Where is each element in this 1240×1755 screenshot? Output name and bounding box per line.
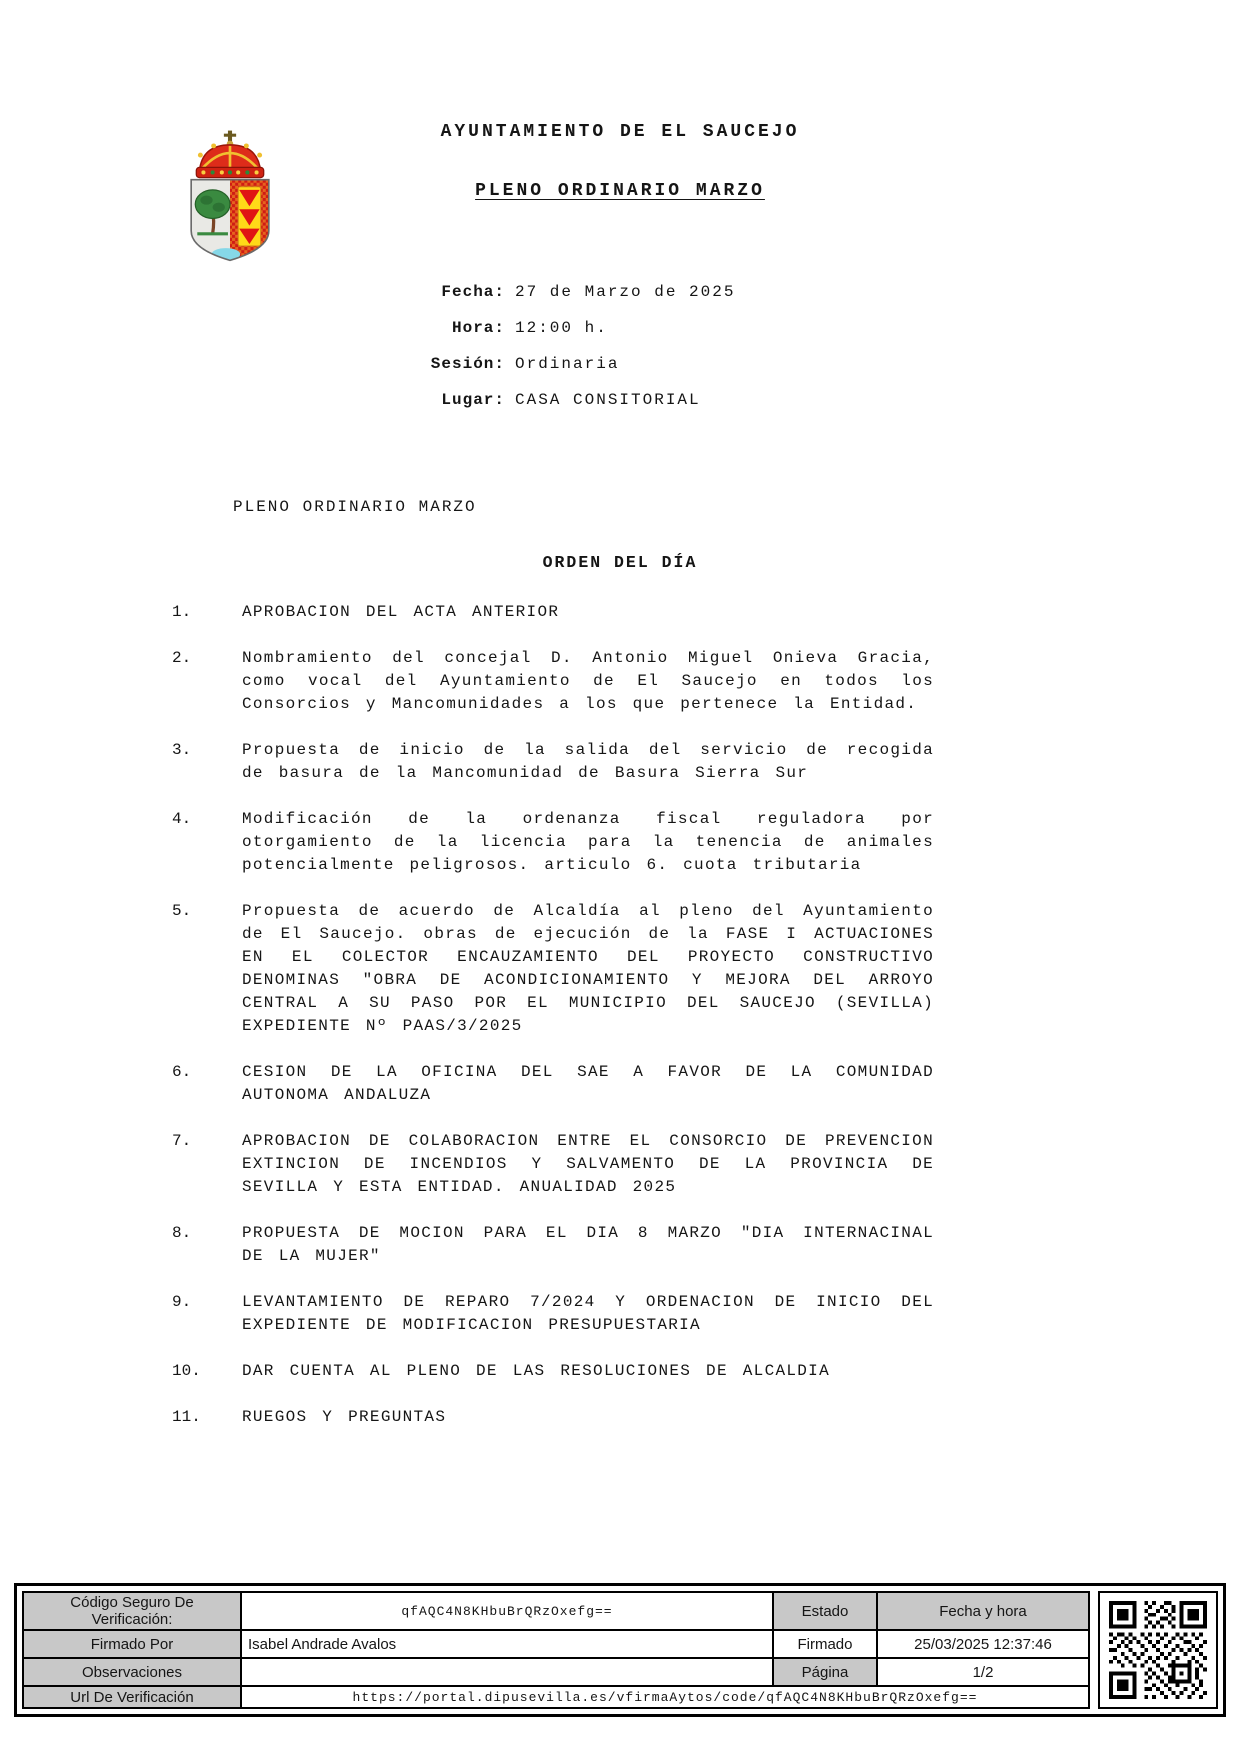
hora-value: 12:00 h. (515, 319, 608, 337)
agenda-item-number: 6. (172, 1063, 192, 1081)
agenda-item (172, 808, 934, 877)
csv-label: Código Seguro De Verificación: (23, 1592, 241, 1630)
url-verificacion-value: https://portal.dipusevilla.es/vfirmaAytos/code/qfAQC4N8KHbuBrQRzOxefg== (241, 1686, 1089, 1708)
agenda-item-text: CESION DE LA OFICINA DEL SAE A FAVOR DE LA COMUNIDAD AUTONOMA ANDALUZA (242, 1063, 934, 1104)
agenda-item-text: APROBACION DEL ACTA ANTERIOR (242, 603, 560, 621)
estado-value: Firmado (773, 1630, 877, 1658)
agenda-title: ORDEN DEL DÍA (542, 553, 698, 572)
agenda-item-text: DAR CUENTA AL PLENO DE LAS RESOLUCIONES DE ALCALDIA (242, 1362, 830, 1380)
session-details (355, 283, 735, 427)
meta-row-sesion (355, 355, 735, 391)
agenda-item (172, 1130, 934, 1199)
agenda-item-text: PROPUESTA DE MOCION PARA EL DIA 8 MARZO "DIA INTERNACINAL DE LA MUJER" (242, 1224, 934, 1265)
fecha-hora-label: Fecha y hora (877, 1592, 1089, 1630)
pagina-value: 1/2 (877, 1658, 1089, 1686)
agenda-item-number: 9. (172, 1293, 192, 1311)
signature-verification-footer (14, 1583, 1226, 1717)
section-label: PLENO ORDINARIO MARZO (233, 498, 477, 516)
verification-table (22, 1591, 1090, 1709)
csv-value: qfAQC4N8KHbuBrQRzOxefg== (241, 1592, 773, 1630)
estado-label: Estado (773, 1592, 877, 1630)
agenda-item (172, 601, 934, 624)
document-title: AYUNTAMIENTO DE EL SAUCEJO (440, 122, 800, 142)
fecha-label: Fecha: (441, 283, 505, 301)
agenda-item-text: LEVANTAMIENTO DE REPARO 7/2024 Y ORDENACION DE INICIO DEL EXPEDIENTE DE MODIFICACION PRESUPUESTARIA (242, 1293, 934, 1334)
agenda-list (172, 601, 934, 1452)
lugar-label: Lugar: (441, 391, 505, 409)
agenda-item (172, 1222, 934, 1268)
firmado-por-value: Isabel Andrade Avalos (241, 1630, 773, 1658)
agenda-item (172, 1360, 934, 1383)
agenda-item-number: 8. (172, 1224, 192, 1242)
agenda-item-number: 11. (172, 1408, 201, 1426)
agenda-item (172, 1291, 934, 1337)
url-verificacion-label: Url De Verificación (23, 1686, 241, 1708)
fecha-hora-value: 25/03/2025 12:37:46 (877, 1630, 1089, 1658)
document-subtitle-text: PLENO ORDINARIO MARZO (475, 181, 765, 201)
agenda-item-text: Nombramiento del concejal D. Antonio Miguel Onieva Gracia, como vocal del Ayuntamiento de El Saucejo en todos los Consorcios y Mancomunidades a los que pertenece la Entidad. (242, 649, 934, 713)
lugar-value: CASA CONSITORIAL (515, 391, 701, 409)
pagina-label: Página (773, 1658, 877, 1686)
agenda-item (172, 1061, 934, 1107)
sesion-value: Ordinaria (515, 355, 620, 373)
agenda-item (172, 739, 934, 785)
agenda-item (172, 1406, 934, 1429)
sesion-label: Sesión: (430, 355, 505, 373)
meta-row-hora (355, 319, 735, 355)
agenda-item-number: 4. (172, 810, 192, 828)
agenda-item-text: RUEGOS Y PREGUNTAS (242, 1408, 447, 1426)
agenda-item (172, 647, 934, 716)
observaciones-value (241, 1658, 773, 1686)
agenda-item-number: 1. (172, 603, 192, 621)
agenda-item-number: 7. (172, 1132, 192, 1150)
hora-label: Hora: (451, 319, 505, 337)
document-subtitle (0, 181, 1240, 201)
verification-qr-code-icon (1098, 1591, 1218, 1709)
meta-row-lugar (355, 391, 735, 427)
agenda-item (172, 900, 934, 1038)
agenda-item-text: Propuesta de inicio de la salida del servicio de recogida de basura de la Mancomunidad de Basura Sierra Sur (242, 741, 934, 782)
agenda-item-number: 5. (172, 902, 192, 920)
agenda-item-text: Modificación de la ordenanza fiscal reguladora por otorgamiento de la licencia para la tenencia de animales potencialmente peligrosos. articulo 6. cuota tributaria (242, 810, 934, 874)
agenda-item-number: 3. (172, 741, 192, 759)
observaciones-label: Observaciones (23, 1658, 241, 1686)
agenda-item-text: Propuesta de acuerdo de Alcaldía al pleno del Ayuntamiento de El Saucejo. obras de ejecución de la FASE I ACTUACIONES EN EL COLECTOR ENCAUZAMIENTO DEL PROYECTO CONSTRUCTIVO DENOMINAS "OBRA DE ACONDICIONAMIENTO Y MEJORA DEL ARROYO CENTRAL A SU PASO POR EL MUNICIPIO DEL SAUCEJO (SEVILLA) EXPEDIENTE Nº PAAS/3/2025 (242, 902, 934, 1035)
meta-row-fecha (355, 283, 735, 319)
agenda-item-number: 2. (172, 649, 192, 667)
firmado-por-label: Firmado Por (23, 1630, 241, 1658)
fecha-value: 27 de Marzo de 2025 (515, 283, 736, 301)
agenda-item-text: APROBACION DE COLABORACION ENTRE EL CONSORCIO DE PREVENCION EXTINCION DE INCENDIOS Y SALVAMENTO DE LA PROVINCIA DE SEVILLA Y ESTA ENTIDAD. ANUALIDAD 2025 (242, 1132, 934, 1196)
agenda-item-number: 10. (172, 1362, 201, 1380)
